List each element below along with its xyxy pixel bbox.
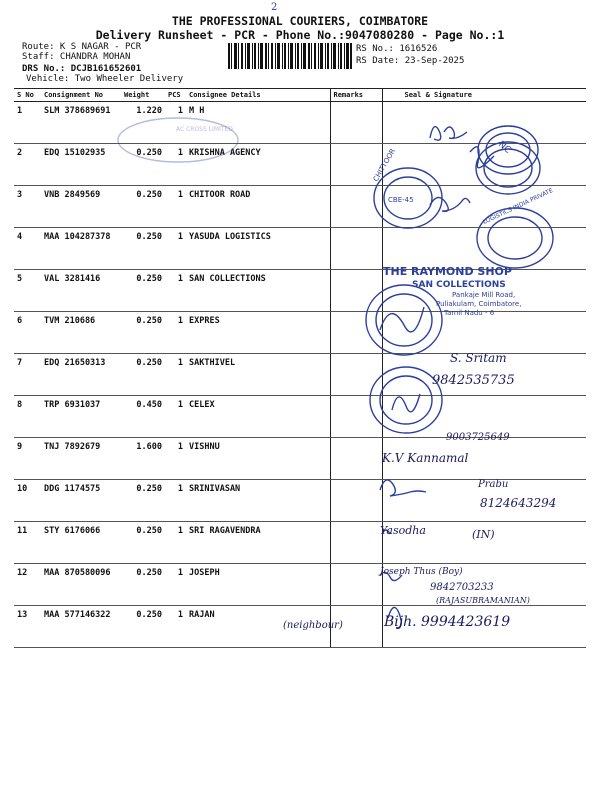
row-consignee: VISHNU xyxy=(186,438,330,480)
row-weight: 0.250 xyxy=(121,522,165,564)
row-sno: 3 xyxy=(14,186,41,228)
row-weight: 0.450 xyxy=(121,396,165,438)
yasuda-stamp-text: LOGISTICS INDIA PRIVATE xyxy=(481,187,555,226)
hw-rajan-name: (RAJASUBRAMANIAN) xyxy=(436,596,530,605)
col-consignee: Consignee Details xyxy=(186,89,330,102)
hw-ragavendra-name: Yasodha xyxy=(380,524,426,537)
hw-vishnu-phone: 9003725649 xyxy=(446,432,510,443)
row-consignment: TRP 6931037 xyxy=(41,396,121,438)
row-consignment: MAA 870580096 xyxy=(41,564,121,606)
row-weight: 0.250 xyxy=(121,228,165,270)
row-consignment: DDG 1174575 xyxy=(41,480,121,522)
row-remarks xyxy=(330,480,382,522)
row-remarks xyxy=(330,144,382,186)
row-pcs: 1 xyxy=(165,102,186,144)
row-seal-signature xyxy=(382,522,586,564)
raymond-line5: Tamil Nadu - 6 xyxy=(444,309,495,317)
row-consignee: EXPRES xyxy=(186,312,330,354)
row-pcs: 1 xyxy=(165,480,186,522)
row-seal-signature xyxy=(382,312,586,354)
row-weight: 0.250 xyxy=(121,606,165,648)
row-sno: 13 xyxy=(14,606,41,648)
row-weight: 0.250 xyxy=(121,354,165,396)
row-consignee: SAKTHIVEL xyxy=(186,354,330,396)
raymond-line4: Puliakulam, Coimbatore, xyxy=(436,300,522,308)
table-row xyxy=(14,606,586,648)
row-seal-signature xyxy=(382,480,586,522)
row-pcs: 1 xyxy=(165,312,186,354)
table-row xyxy=(14,522,586,564)
row-consignment: EDQ 15102935 xyxy=(41,144,121,186)
row-pcs: 1 xyxy=(165,564,186,606)
col-weight: Weight xyxy=(121,89,165,102)
row-sno: 8 xyxy=(14,396,41,438)
hw-joseph-phone: 9842703233 xyxy=(430,582,494,593)
col-consignment: Consignment No xyxy=(41,89,121,102)
row-seal-signature xyxy=(382,396,586,438)
row-consignment: MAA 577146322 xyxy=(41,606,121,648)
row-remarks xyxy=(330,606,382,648)
table-row xyxy=(14,186,586,228)
col-sno: S No xyxy=(14,89,41,102)
row-weight: 1.600 xyxy=(121,438,165,480)
cbe-stamp-text: CBE-45 xyxy=(388,196,414,204)
col-remarks: Remarks xyxy=(330,89,382,102)
row-consignee: CHITOOR ROAD xyxy=(186,186,330,228)
faint-stamp-text: AC CROSS LIMITED xyxy=(176,126,233,133)
handwritten-page-mark: 2 xyxy=(271,2,278,13)
row-remarks xyxy=(330,354,382,396)
row-seal-signature xyxy=(382,438,586,480)
row-weight: 0.250 xyxy=(121,186,165,228)
row-seal-signature xyxy=(382,144,586,186)
hw-rajan-note: (neighbour) xyxy=(283,620,343,631)
row-consignee: SRINIVASAN xyxy=(186,480,330,522)
row-consignee: JOSEPH xyxy=(186,564,330,606)
table-row xyxy=(14,270,586,312)
row-remarks xyxy=(330,186,382,228)
row-seal-signature xyxy=(382,606,586,648)
row-sno: 1 xyxy=(14,102,41,144)
row-seal-signature xyxy=(382,186,586,228)
row-consignee: KRISHNA AGENCY xyxy=(186,144,330,186)
row-weight: 1.220 xyxy=(121,102,165,144)
row-weight: 0.250 xyxy=(121,144,165,186)
row-sno: 2 xyxy=(14,144,41,186)
hw-srinivasan-phone: 8124643294 xyxy=(480,496,557,510)
row-sno: 11 xyxy=(14,522,41,564)
hw-sakthivel-phone: 9842535735 xyxy=(432,373,515,388)
row-consignee: CELEX xyxy=(186,396,330,438)
company-title: THE PROFESSIONAL COURIERS, COIMBATORE xyxy=(171,14,429,28)
table-row xyxy=(14,354,586,396)
row-sno: 6 xyxy=(14,312,41,354)
row-seal-signature xyxy=(382,270,586,312)
table-row xyxy=(14,144,586,186)
row-consignee: RAJAN xyxy=(186,606,330,648)
row-remarks xyxy=(330,396,382,438)
table-row xyxy=(14,438,586,480)
row-remarks xyxy=(330,270,382,312)
row-sno: 9 xyxy=(14,438,41,480)
row-pcs: 1 xyxy=(165,270,186,312)
col-pcs: PCS xyxy=(165,89,186,102)
row-consignee: M H xyxy=(186,102,330,144)
table-row xyxy=(14,102,586,144)
row-seal-signature xyxy=(382,102,586,144)
row-remarks xyxy=(330,102,382,144)
runsheet-heading: Delivery Runsheet - PCR - Phone No.:9047080280 - Page No.:1 xyxy=(95,28,505,42)
hw-vishnu-name: K.V Kannamal xyxy=(382,451,469,465)
route-label: Route: K S NAGAR - PCR xyxy=(22,42,142,52)
row-sno: 5 xyxy=(14,270,41,312)
vehicle-label: Vehicle: Two Wheeler Delivery xyxy=(26,74,184,84)
hw-sakthivel-name: S. Sritam xyxy=(450,351,507,365)
row-pcs: 1 xyxy=(165,228,186,270)
drs-number: DRS No.: DCJB161652601 xyxy=(22,64,142,74)
row-remarks xyxy=(330,564,382,606)
row-weight: 0.250 xyxy=(121,480,165,522)
row-seal-signature xyxy=(382,564,586,606)
hw-rajan-phone: Bijh. 9994423619 xyxy=(384,614,511,630)
row-pcs: 1 xyxy=(165,186,186,228)
row-sno: 10 xyxy=(14,480,41,522)
nc-stamp-text: NC xyxy=(496,139,513,156)
chittoor-stamp-text: CHITTOOR xyxy=(371,147,397,183)
row-sno: 12 xyxy=(14,564,41,606)
row-remarks xyxy=(330,438,382,480)
rs-number: RS No.: 1616526 xyxy=(356,44,438,54)
row-pcs: 1 xyxy=(165,354,186,396)
row-seal-signature xyxy=(382,228,586,270)
staff-label: Staff: CHANDRA MOHAN xyxy=(22,52,131,62)
row-consignment: SLM 378689691 xyxy=(41,102,121,144)
rs-date: RS Date: 23-Sep-2025 xyxy=(356,56,465,66)
row-sno: 4 xyxy=(14,228,41,270)
row-pcs: 1 xyxy=(165,438,186,480)
row-weight: 0.250 xyxy=(121,312,165,354)
table-row xyxy=(14,396,586,438)
table-row xyxy=(14,480,586,522)
barcode-icon xyxy=(228,43,352,69)
row-consignment: TNJ 7892679 xyxy=(41,438,121,480)
row-consignee: SAN COLLECTIONS xyxy=(186,270,330,312)
hw-joseph-name: Joseph Thus (Boy) xyxy=(380,567,463,577)
raymond-line3: Pankaje Mill Road, xyxy=(452,291,516,299)
row-pcs: 1 xyxy=(165,606,186,648)
raymond-line2: SAN COLLECTIONS xyxy=(412,280,506,290)
table-row xyxy=(14,312,586,354)
row-pcs: 1 xyxy=(165,396,186,438)
hw-srinivasan-name: Prabu xyxy=(478,479,509,490)
row-consignment: EDQ 21650313 xyxy=(41,354,121,396)
row-remarks xyxy=(330,522,382,564)
col-seal-signature: Seal & Signature xyxy=(382,89,586,102)
row-sno: 7 xyxy=(14,354,41,396)
table-row xyxy=(14,564,586,606)
row-consignment: TVM 210686 xyxy=(41,312,121,354)
table-header-row xyxy=(14,89,586,102)
row-pcs: 1 xyxy=(165,522,186,564)
row-remarks xyxy=(330,228,382,270)
table-body xyxy=(14,102,586,648)
table-row xyxy=(14,228,586,270)
row-remarks xyxy=(330,312,382,354)
row-weight: 0.250 xyxy=(121,564,165,606)
runsheet-table xyxy=(14,88,586,648)
row-consignment: VNB 2849569 xyxy=(41,186,121,228)
hw-ragavendra-note: (IN) xyxy=(472,528,495,541)
raymond-line1: THE RAYMOND SHOP xyxy=(383,265,512,278)
row-consignee: YASUDA LOGISTICS xyxy=(186,228,330,270)
row-consignment: STY 6176066 xyxy=(41,522,121,564)
row-seal-signature xyxy=(382,354,586,396)
row-consignee: SRI RAGAVENDRA xyxy=(186,522,330,564)
row-pcs: 1 xyxy=(165,144,186,186)
row-weight: 0.250 xyxy=(121,270,165,312)
row-consignment: VAL 3281416 xyxy=(41,270,121,312)
row-consignment: MAA 104287378 xyxy=(41,228,121,270)
